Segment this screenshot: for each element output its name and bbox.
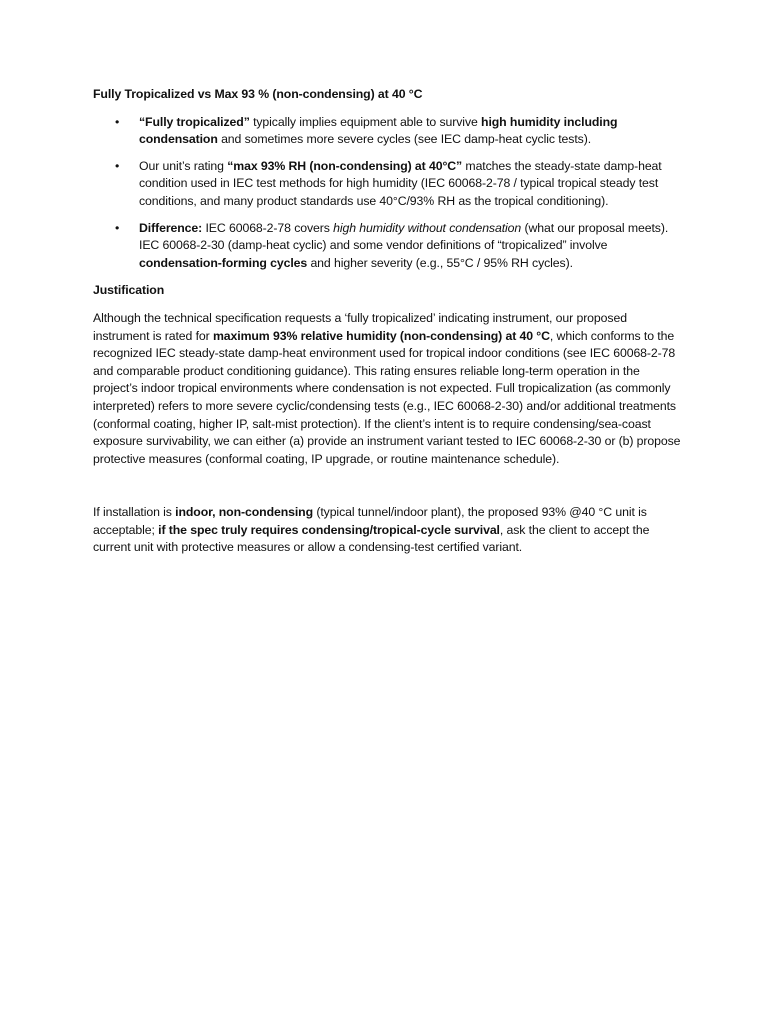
bullet-text (139, 221, 668, 270)
paragraph-plain-text: Although the technical specification requests a ‘fully tropicalized’ indicating instrument, our proposed instrument is rated for (93, 310, 627, 343)
bullet-bold-text: “Fully tropicalized” (139, 114, 250, 129)
bullet-plain-text: IEC 60068-2-78 covers (202, 220, 334, 235)
bullet-dot: • (115, 114, 120, 129)
paragraph-plain-text: , which conforms to the recognized IEC steady-state damp-heat environment used for tropical indoor conditions (see IEC 60068-2-78 and comparable product conditioning guidance). This rating ensures reliable long-term operation in the project’s indoor tropical environments where condensation is not expected. Full tropicalization (as commonly interpreted) refers to more severe cyclic/condensing tests (e.g., IEC 60068-2-30) and/or additional treatments (conformal coating, higher IP, salt-mist protection). If the client’s intent is to require condensing/sea-coast exposure survivability, we can either (a) provide an instrument variant tested to IEC 60068-2-30 or (b) propose protective measures (conformal coating, IP upgrade, or routine maintenance schedule). (93, 328, 681, 466)
bullet-plain-text: and higher severity (e.g., 55°C / 95% RH cycles). (307, 255, 573, 270)
bullet-plain-text: typically implies equipment able to survive (249, 114, 482, 129)
justification-paragraph (93, 310, 681, 468)
paragraph-plain-text: , ask the client to accept the current unit with protective measures or allow a condensing-test certified variant. (93, 522, 650, 555)
bullet-text (139, 115, 617, 147)
bullet-plain-text: Our unit’s rating (139, 158, 228, 173)
justification-heading: Justification (93, 283, 165, 298)
document-page (93, 86, 681, 567)
paragraph-bold-text: indoor, non-condensing (175, 505, 314, 520)
paragraph-bold-text: if the spec truly requires condensing/tropical-cycle survival (158, 522, 500, 537)
bullet-item (93, 114, 681, 149)
paragraph-bold-text: maximum 93% relative humidity (non-condensing) at 40 °C (212, 328, 550, 343)
bullet-bold-text: Difference: (139, 220, 203, 235)
paragraph-plain-text: (typical tunnel/indoor plant), the proposed 93% @40 °C unit is acceptable; (93, 505, 647, 537)
bullet-plain-text: and sometimes more severe cycles (see IEC damp-heat cyclic tests). (217, 132, 592, 147)
section-heading: Fully Tropicalized vs Max 93 % (non-condensing) at 40 °C (93, 87, 423, 101)
bullet-item (93, 220, 681, 273)
bullet-plain-text: matches the steady-state damp-heat condition used in IEC test methods for high humidity (IEC 60068-2-78 / typical tropical steady test conditions, and many product standards use 40°C/93% RH as the tropical conditioning). (139, 158, 662, 208)
paragraph-spacer (93, 478, 681, 504)
paragraph-plain-text: If installation is (93, 505, 176, 520)
bullet-dot: • (115, 158, 120, 173)
bullet-bold-text: high humidity including condensation (139, 114, 618, 147)
bullet-text (139, 159, 662, 208)
bullet-bold-text: “max 93% RH (non-condensing) at 40°C” (227, 158, 463, 173)
bullet-bold-text: condensation-forming cycles (139, 255, 308, 270)
comparison-bullet-list (93, 114, 681, 273)
conclusion-paragraph (93, 504, 681, 557)
bullet-italic-text: high humidity without condensation (333, 220, 522, 235)
bullet-item (93, 158, 681, 211)
bullet-dot: • (115, 220, 120, 235)
bullet-plain-text: (what our proposal meets). IEC 60068-2-30 (damp-heat cyclic) and some vendor definitions of “tropicalized” involve (139, 220, 669, 253)
